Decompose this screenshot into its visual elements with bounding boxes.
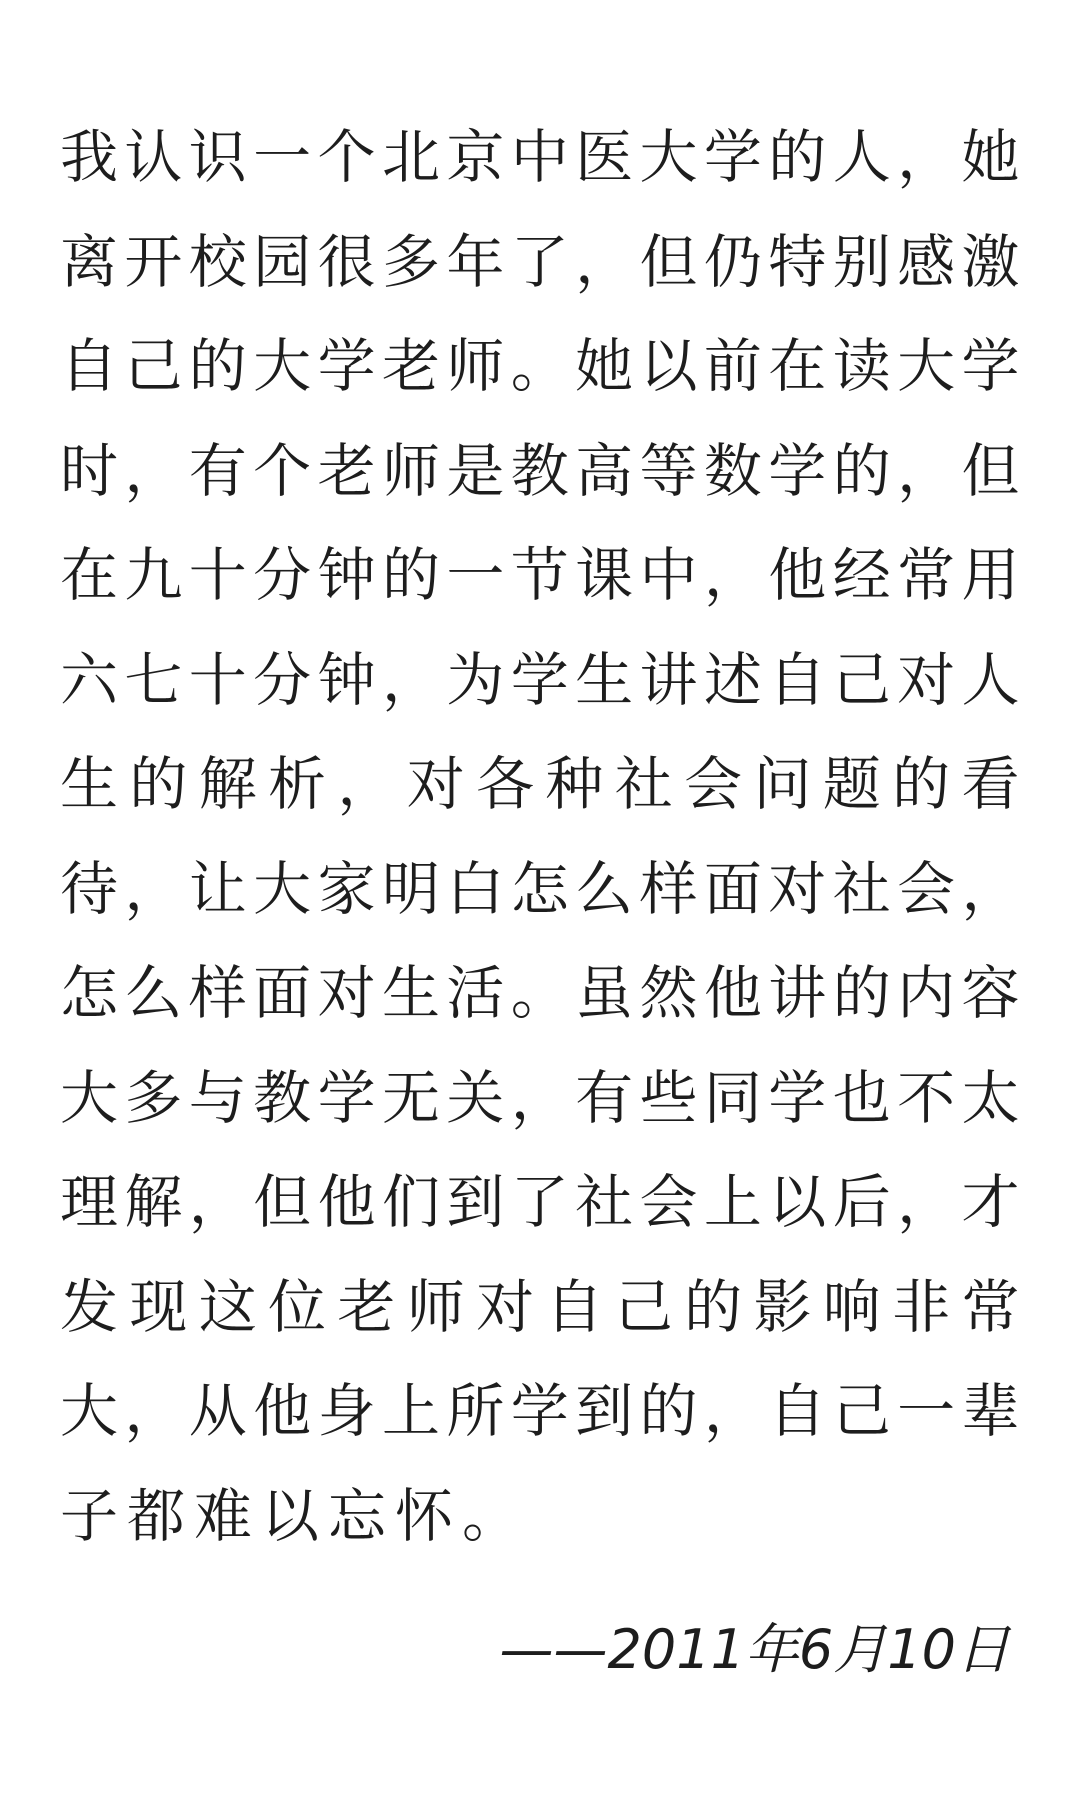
body-paragraph [60,105,1020,1568]
text-line: 待，让大家明白怎么样面对社会， [60,854,1020,923]
date-signature: ——2011年6月10日 [499,1618,1010,1681]
text-line: 理解，但他们到了社会上以后，才 [60,1168,1020,1236]
text-line: 时，有个老师是教高等数学的，但 [60,436,1020,505]
text-line: 生的解析，对各种社会问题的看 [60,750,1020,818]
text-line: 自己的大学老师。她以前在读大学 [60,332,1020,400]
text-line: 发现这位老师对自己的影响非常 [60,1272,1020,1341]
text-line: 在九十分钟的一节课中，他经常用 [60,541,1020,609]
text-line: 大多与教学无关，有些同学也不太 [60,1063,1020,1132]
text-line: 离开校园很多年了，但仍特别感激 [60,227,1020,296]
text-line: 怎么样面对生活。虽然他讲的内容 [60,959,1020,1027]
text-line-last: 子都难以忘怀。 [60,1481,530,1550]
text-line: 大，从他身上所学到的，自己一辈 [60,1377,1020,1445]
text-line: 六七十分钟，为学生讲述自己对人 [60,645,1020,714]
text-line: 我认识一个北京中医大学的人，她 [60,123,1020,191]
